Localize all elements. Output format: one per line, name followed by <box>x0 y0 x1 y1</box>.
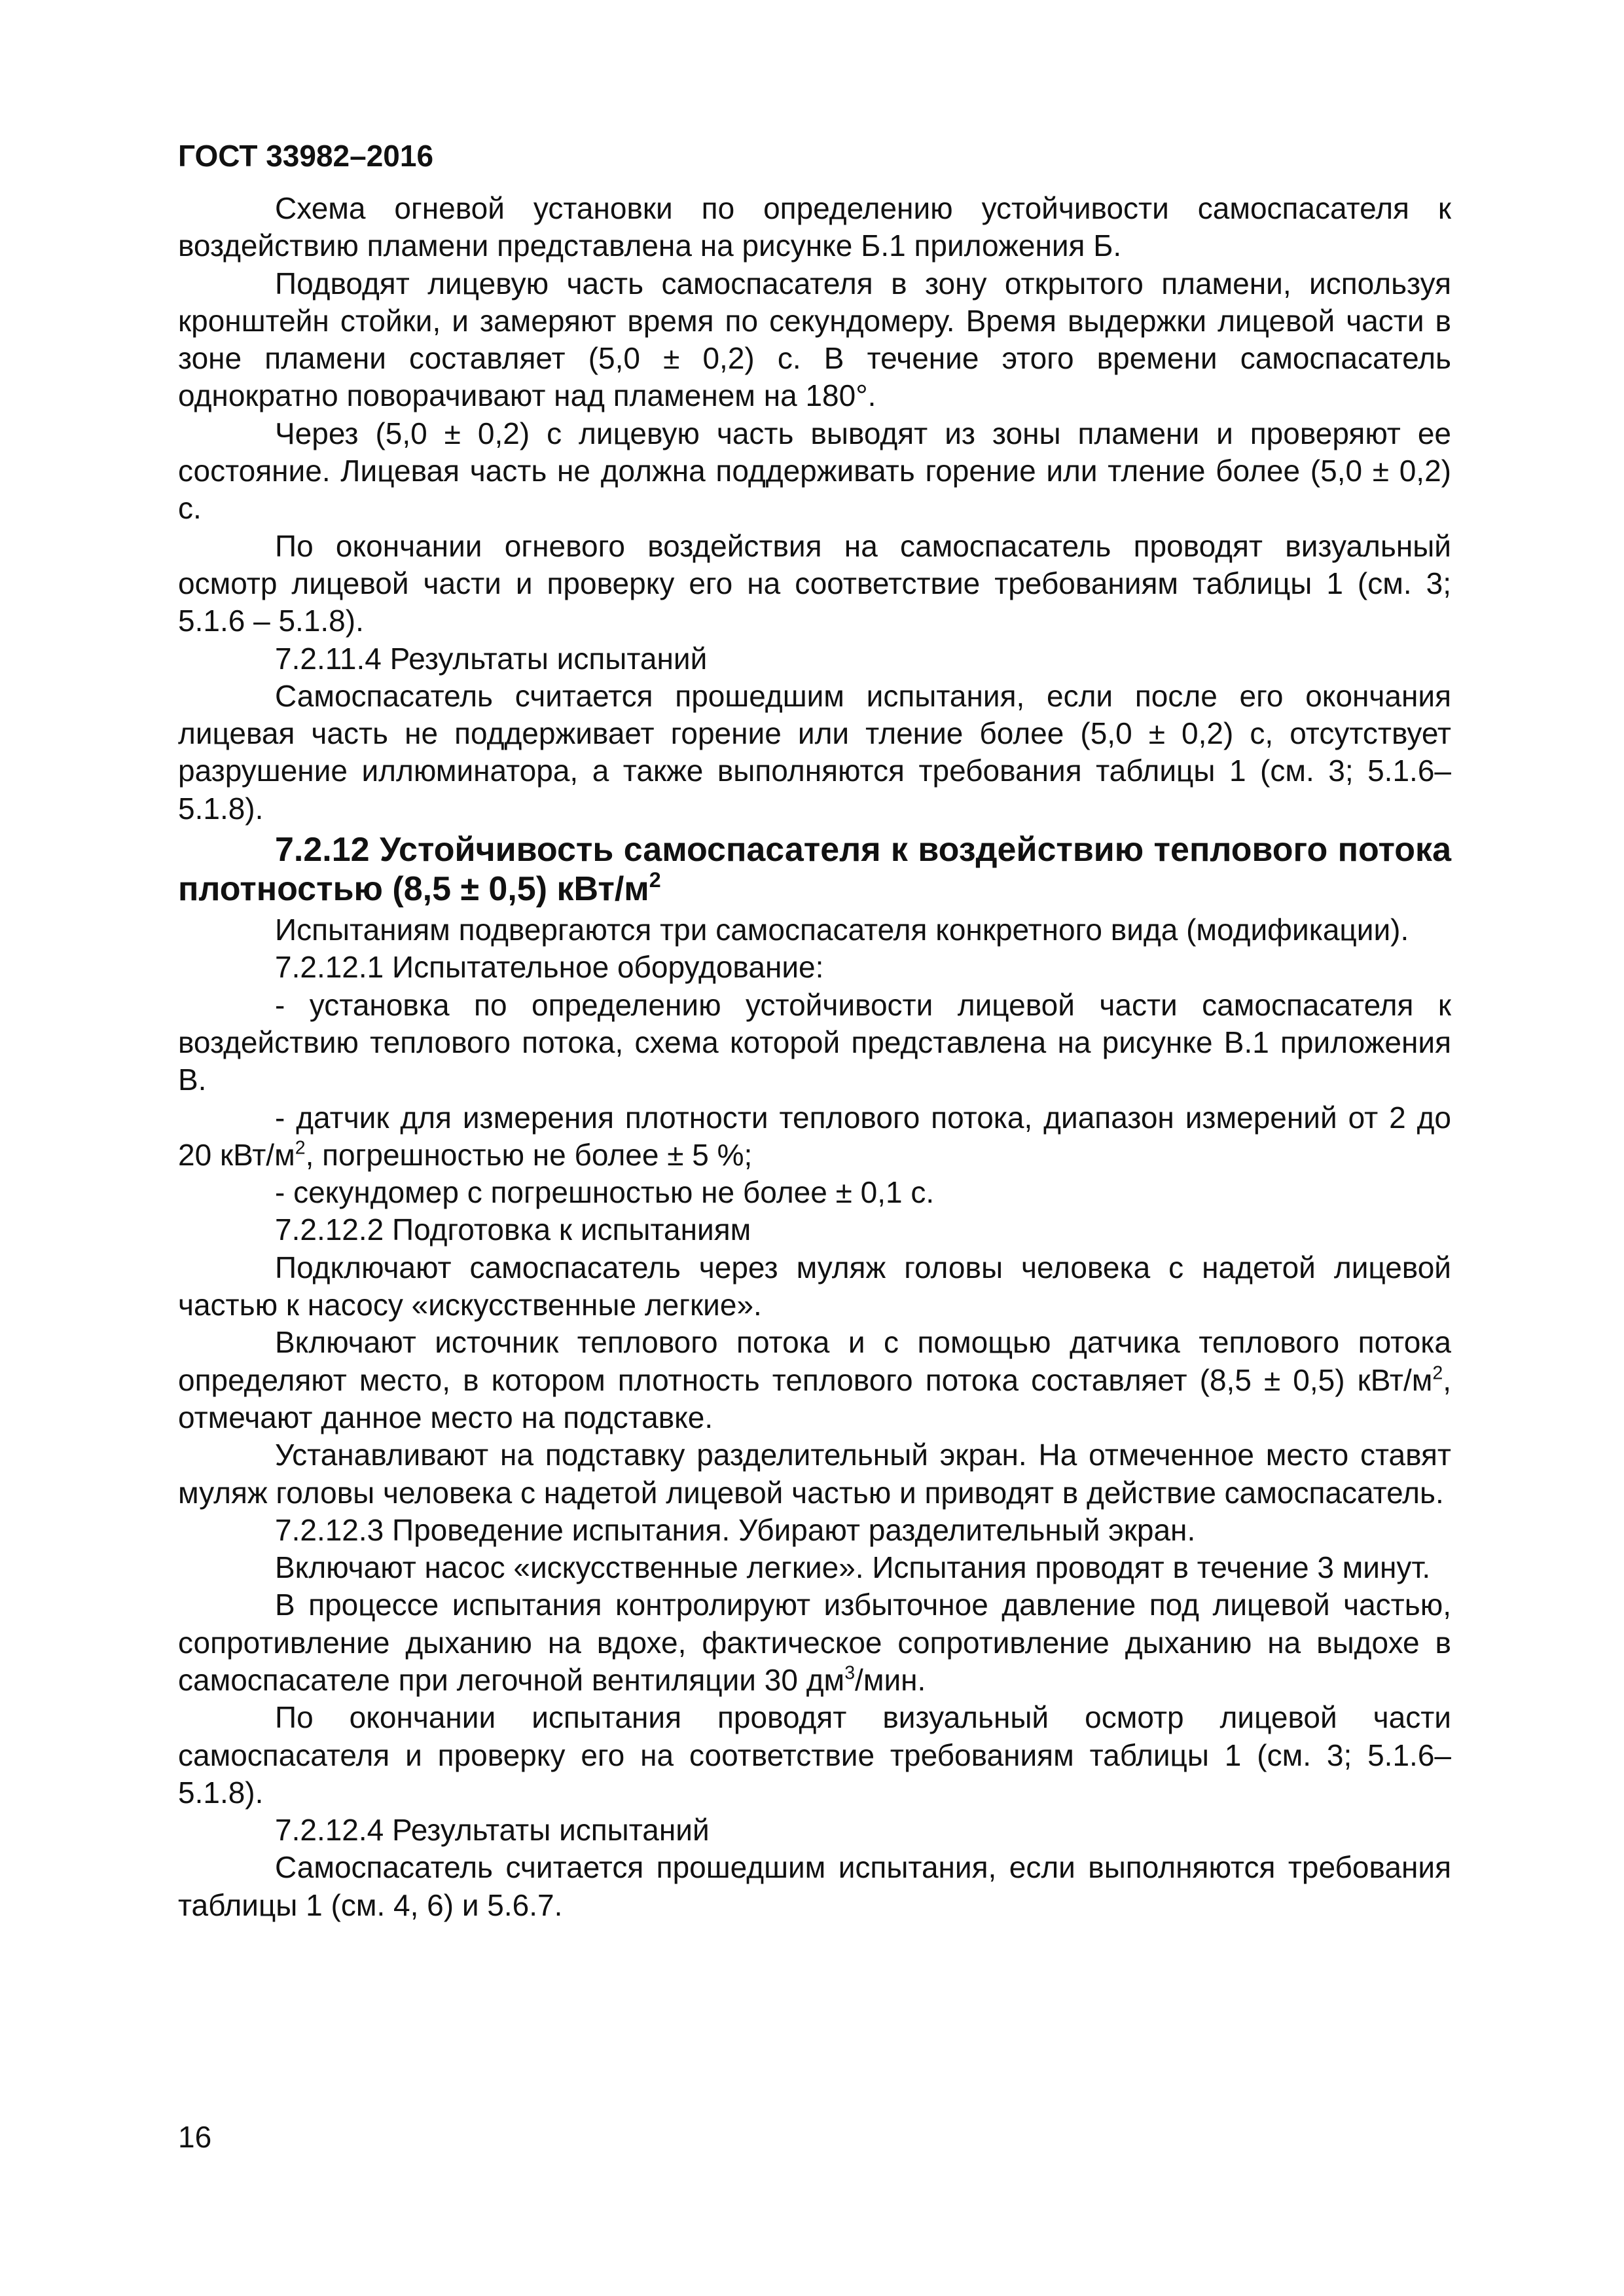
paragraph-18 <box>178 1586 1451 1699</box>
paragraph-4: По окончании огневого воздействия на самоспасатель проводят визуальный осмотр лицевой части и проверку его на соответствие требованиям таблицы 1 (см. 3; 5.1.6 – 5.1.8). <box>178 528 1451 638</box>
equipment-item-2-text-b: , погрешностью не более ± 5 %; <box>305 1137 753 1172</box>
subsection-7-2-12-3: 7.2.12.3 Проведение испытания. Убирают разделительный экран. <box>275 1512 1196 1547</box>
section-heading-7-2-12 <box>178 830 1451 909</box>
paragraph-18-text-a: В процессе испытания контролируют избыточное давление под лицевой частью, сопротивление дыханию на вдохе, фактическое сопротивление дыханию на выдохе в самоспасателе при легочной вентиляции 30 дм <box>178 1588 1451 1697</box>
paragraph-14 <box>178 1324 1451 1436</box>
equipment-item-2-superscript: 2 <box>295 1137 306 1159</box>
paragraph-14-text-b: , отмечают данное место на подставке. <box>178 1362 1451 1434</box>
paragraph-1: Схема огневой установки по определению устойчивости самоспасателя к воздействию пламени представлена на рисунке Б.1 приложения Б. <box>178 191 1451 263</box>
page-number: 16 <box>178 2120 212 2154</box>
paragraph-3: Через (5,0 ± 0,2) с лицевую часть выводят из зоны пламени и проверяют ее состояние. Лицевая часть не должна поддерживать горение или тление более (5,0 ± 0,2) с. <box>178 416 1451 526</box>
equipment-item-2-text-a: - датчик для измерения плотности теплового потока, диапазон измерений от 2 до 20 кВт/м <box>178 1100 1451 1172</box>
subsection-7-2-12-2: 7.2.12.2 Подготовка к испытаниям <box>275 1212 751 1247</box>
subsection-7-2-11-4: 7.2.11.4 Результаты испытаний <box>275 641 708 676</box>
paragraph-14-text-a: Включают источник теплового потока и с помощью датчика теплового потока определяют место, в котором плотность теплового потока составляет (8,5 ± 0,5) кВт/м <box>178 1325 1451 1397</box>
paragraph-2: Подводят лицевую часть самоспасателя в зону открытого пламени, используя кронштейн стойки, и замеряют время по секундомеру. Время выдержки лицевой части в зоне пламени составляет (5,0 ± 0,2) с. В течение этого времени самоспасатель однократно поворачивают над пламенем на 180°. <box>178 266 1451 413</box>
paragraph-7: Испытаниям подвергаются три самоспасателя конкретного вида (модификации). <box>275 913 1409 947</box>
paragraph-17: Включают насос «искусственные легкие». Испытания проводят в течение 3 минут. <box>275 1550 1431 1585</box>
paragraph-14-superscript: 2 <box>1432 1362 1443 1383</box>
equipment-item-3: - секундомер с погрешностью не более ± 0,1 с. <box>275 1175 935 1210</box>
section-heading-superscript: 2 <box>649 868 661 892</box>
paragraph-18-superscript: 3 <box>844 1662 856 1684</box>
document-header: ГОСТ 33982–2016 <box>178 139 434 173</box>
paragraph-18-text-b: /мин. <box>855 1662 926 1697</box>
paragraph-15: Устанавливают на подставку разделительный экран. На отмеченное место ставят муляж головы человека с надетой лицевой частью и приводят в действие самоспасатель. <box>178 1438 1451 1510</box>
document-body <box>178 190 1451 1924</box>
equipment-item-2 <box>178 1099 1451 1175</box>
paragraph-19: По окончании испытания проводят визуальный осмотр лицевой части самоспасателя и проверку его на соответствие требованиям таблицы 1 (см. 3; 5.1.6–5.1.8). <box>178 1700 1451 1810</box>
paragraph-6: Самоспасатель считается прошедшим испытания, если после его окончания лицевая часть не поддерживает горение или тление более (5,0 ± 0,2) с, отсутствует разрушение иллюминатора, а также выполняются требования таблицы 1 (см. 3; 5.1.6–5.1.8). <box>178 678 1451 826</box>
subsection-7-2-12-4: 7.2.12.4 Результаты испытаний <box>275 1813 710 1848</box>
paragraph-21: Самоспасатель считается прошедшим испытания, если выполняются требования таблицы 1 (см. 4, 6) и 5.6.7. <box>178 1850 1451 1922</box>
section-heading-text: 7.2.12 Устойчивость самоспасателя к воздействию теплового потока плотностью (8,5 ± 0,5) кВт/м <box>178 831 1451 909</box>
equipment-item-1: - установка по определению устойчивости лицевой части самоспасателя к воздействию теплового потока, схема которой представлена на рисунке В.1 приложения В. <box>178 987 1451 1097</box>
subsection-7-2-12-1: 7.2.12.1 Испытательное оборудование: <box>275 950 824 985</box>
paragraph-13: Подключают самоспасатель через муляж головы человека с надетой лицевой частью к насосу «искусственные легкие». <box>178 1250 1451 1322</box>
